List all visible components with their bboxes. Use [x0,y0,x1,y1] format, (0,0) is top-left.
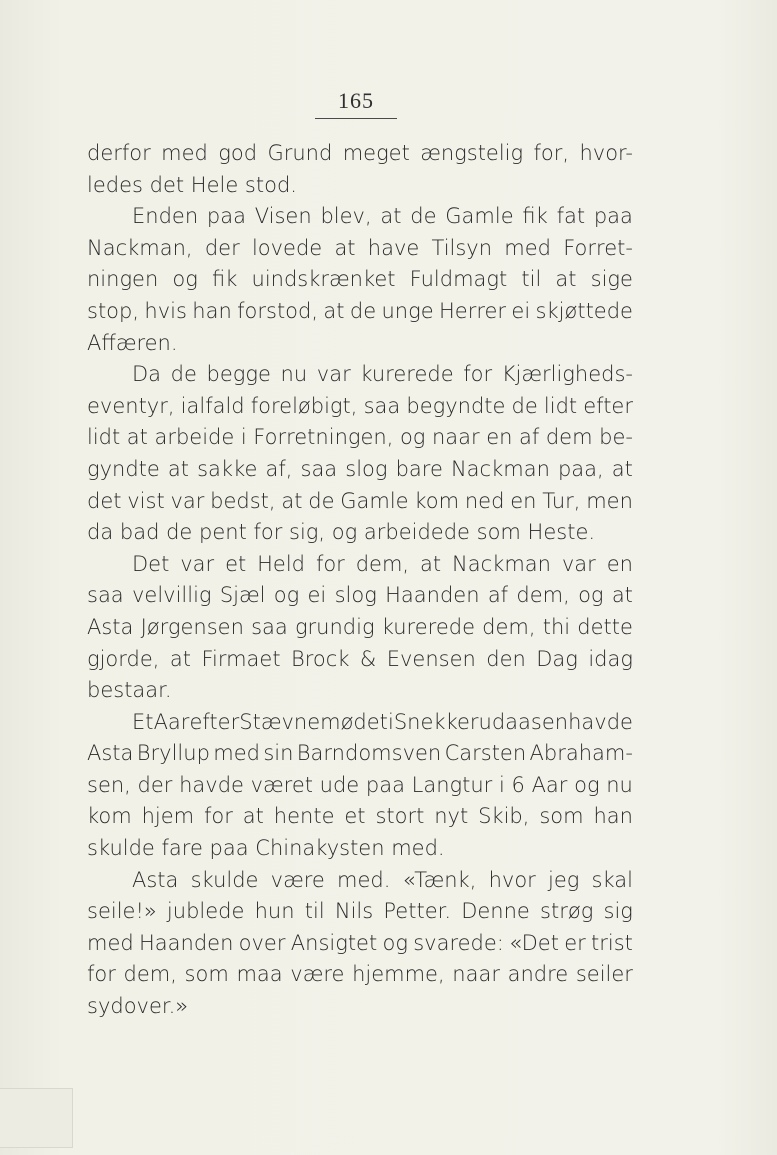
text-line: skulde fare paa Chinakysten med. [87,836,445,861]
text-line: derfor med god Grund meget ængstelig for, hvor- [87,141,633,165]
text-line: Asta Jørgensen saa grundig kurerede dem, thi dette [87,614,633,639]
text-line: kom hjem for at hente et stort nyt Skib, som han [87,804,633,829]
text-line: for dem, som maa være hjemme, naar andre seiler [87,962,633,987]
text-line: Affæren. [87,330,178,355]
page-number: 165 [338,88,374,113]
text-line: Et Aar efter Stævnemødet i Snekkerudaasen havde [132,709,633,734]
text-line: Da de begge nu var kurerede for Kjærligheds- [132,362,633,387]
text-line: Nackman, der lovede at have Tilsyn med Forret- [87,235,633,260]
text-line: saa velvillig Sjæl og ei slog Haanden af dem, og at [87,583,633,608]
text-line: med Haanden over Ansigtet og svarede: «Det er trist [87,930,633,955]
text-line: stop, hvis han forstod, at de unge Herrer ei skjøttede [87,298,633,323]
text-line: sydover.» [87,994,189,1019]
text-line: Det var et Held for dem, at Nackman var en [132,551,633,576]
text-line: ningen og fik uindskrænket Fuldmagt til at sige [87,267,633,292]
body-text [87,138,633,1023]
text-line: bestaar. [87,678,172,703]
text-line: seile!» jublede hun til Nils Petter. Denne strøg sig [87,899,633,924]
text-line: Enden paa Visen blev, at de Gamle fik fat paa [132,204,633,229]
text-line: ledes det Hele stod. [87,172,297,197]
text-line: det vist var bedst, at de Gamle kom ned en Tur, men [87,488,633,513]
page-number-rule [315,118,397,119]
text-line: eventyr, ialfald foreløbigt, saa begyndte de lidt efter [87,393,633,418]
text-line: lidt at arbeide i Forretningen, og naar en af dem be- [87,425,633,450]
text-line: gjorde, at Firmaet Brock & Evensen den Dag idag [87,646,633,671]
text-line: Asta skulde være med. «Tænk, hvor jeg skal [132,867,633,892]
text-line: da bad de pent for sig, og arbeidede som Heste. [87,520,596,545]
text-line: gyndte at sakke af, saa slog bare Nackman paa, at [87,456,633,481]
text-line: sen, der havde været ude paa Langtur i 6 Aar og nu [87,772,633,797]
text-line: Asta Bryllup med sin Barndomsven Carsten Abraham- [87,741,633,766]
margin-mark [0,1088,73,1148]
